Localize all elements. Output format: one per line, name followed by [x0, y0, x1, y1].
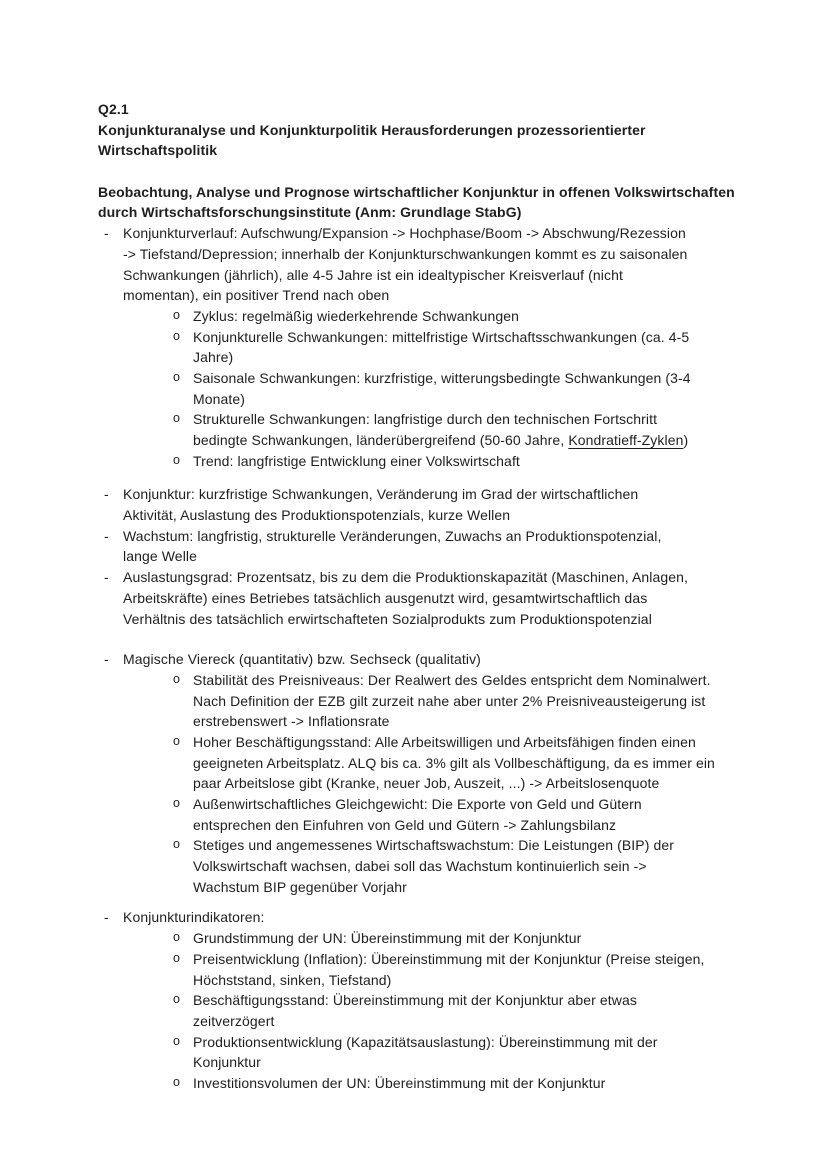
list-item-line: Konjunktur: kurzfristige Schwankungen, Veränderung im Grad der wirtschaftlichen: [123, 486, 639, 503]
list-item-line: Stetiges und angemessenes Wirtschaftswachstum: Die Leistungen (BIP) der: [193, 837, 674, 854]
circle-bullet-marker: o: [173, 930, 181, 945]
dash-bullet-marker: -: [104, 527, 109, 544]
list-item-magische-viereck: [98, 649, 778, 670]
list-item-line: Auslastungsgrad: Prozentsatz, bis zu dem die Produktionskapazität (Maschinen, Anlagen,: [123, 569, 689, 586]
list-item-line: Trend: langfristige Entwicklung einer Volkswirtschaft: [193, 452, 520, 469]
title-line: Wirtschaftspolitik: [98, 142, 218, 159]
list-item-stabilitaet-preisniveau: [98, 670, 778, 732]
list-item-line: Konjunkturindikatoren:: [123, 909, 265, 926]
list-item-line: Verhältnis des tatsächlich erwirtschafteten Sozialprodukts zum Produktionspotenzial: [123, 610, 652, 627]
list-item-strukturelle-schwankungen: [98, 409, 778, 450]
list-item-stetiges-wachstum: [98, 835, 778, 897]
text-segment: ): [683, 432, 689, 448]
document-title: [98, 99, 778, 161]
list-item-line: Höchststand, sinken, Tiefstand): [193, 971, 392, 988]
section-heading-line: durch Wirtschaftsforschungsinstitute (Anm: Grundlage StabG): [98, 204, 522, 221]
doc-id: Q2.1: [98, 101, 129, 117]
list-item-line: Wachstum BIP gegenüber Vorjahr: [193, 878, 407, 895]
list-item-line: Volkswirtschaft wachsen, dabei soll das Wachstum kontinuierlich sein ->: [193, 858, 647, 875]
list-item-line: Konjunkturelle Schwankungen: mittelfristige Wirtschaftsschwankungen (ca. 4-5: [193, 328, 690, 345]
section-heading: [98, 182, 778, 223]
list-item-line: Arbeitskräfte) eines Betriebes tatsächlich ausgenutzt wird, gesamtwirtschaftlich das: [123, 589, 648, 606]
circle-bullet-marker: o: [173, 1074, 181, 1089]
spacer: [98, 629, 778, 649]
list-item-grundstimmung: [98, 928, 778, 949]
spacer: [98, 897, 778, 907]
section-heading-line: Beobachtung, Analyse und Prognose wirtschaftlicher Konjunktur in offenen Volkswirtschaften: [98, 183, 735, 200]
list-item-line: zeitverzögert: [193, 1012, 275, 1029]
list-item-line: Beschäftigungsstand: Übereinstimmung mit der Konjunktur aber etwas: [193, 992, 637, 1009]
list-item-beschaeftigungsstand: [98, 990, 778, 1031]
list-item-line: lange Welle: [123, 548, 197, 565]
list-item-zyklus: [98, 306, 778, 327]
dash-bullet-marker: -: [104, 909, 109, 926]
list-item-line: paar Arbeitslose gibt (Kranke, neuer Job, Auszeit, ...) -> Arbeitslosenquote: [193, 775, 660, 792]
list-item-trend: [98, 451, 778, 472]
list-item-line: Investitionsvolumen der UN: Übereinstimmung mit der Konjunktur: [193, 1074, 606, 1091]
circle-bullet-marker: o: [173, 837, 181, 852]
list-item-line: Monate): [193, 390, 246, 407]
text-segment: bedingte Schwankungen, länderübergreifend (50-60 Jahre,: [193, 432, 569, 448]
list-item-line: Schwankungen (jährlich), alle 4-5 Jahre ist ein idealtypischer Kreisverlauf (nicht: [123, 266, 623, 283]
list-item-aussenwirtschaftliches-gleichgewicht: [98, 794, 778, 835]
list-item-line: Stabilität des Preisniveaus: Der Realwert des Geldes entspricht dem Nominalwert.: [193, 671, 711, 688]
circle-bullet-marker: o: [173, 733, 181, 748]
list-item-line: Grundstimmung der UN: Übereinstimmung mit der Konjunktur: [193, 930, 582, 947]
list-item-konjunkturelle-schwankungen: [98, 327, 778, 368]
list-item-line: Produktionsentwicklung (Kapazitätsauslastung): Übereinstimmung mit der: [193, 1033, 658, 1050]
list-item-line: entsprechen den Einfuhren von Geld und Gütern -> Zahlungsbilanz: [193, 816, 617, 833]
circle-bullet-marker: o: [173, 671, 181, 686]
list-item-konjunkturverlauf: [98, 223, 778, 306]
list-item-hoher-beschaeftigungsstand: [98, 732, 778, 794]
circle-bullet-marker: o: [173, 950, 181, 965]
document-body: [98, 99, 778, 1094]
circle-bullet-marker: o: [173, 796, 181, 810]
list-item-line: -> Tiefstand/Depression; innerhalb der Konjunkturschwankungen kommt es zu saisonalen: [123, 245, 688, 262]
circle-bullet-marker: o: [173, 1033, 181, 1048]
spacer: [98, 471, 778, 484]
list-item-line: Konjunkturverlauf: Aufschwung/Expansion -> Hochphase/Boom -> Abschwung/Rezession: [123, 225, 686, 242]
list-item-konjunkturindikatoren: [98, 907, 778, 928]
dash-bullet-marker: -: [104, 225, 109, 242]
underlined-term: Kondratieff-Zyklen: [568, 432, 684, 448]
list-item-auslastungsgrad: [98, 567, 778, 629]
list-item-wachstum: [98, 526, 778, 567]
list-item-line: Strukturelle Schwankungen: langfristige durch den technischen Fortschritt: [193, 411, 658, 428]
list-item-line: Aktivität, Auslastung des Produktionspotenzials, kurze Wellen: [123, 507, 511, 524]
spacer: [98, 161, 778, 182]
list-item-line: geeigneten Arbeitsplatz. ALQ bis ca. 3% gilt als Vollbeschäftigung, da es immer ein: [193, 754, 715, 771]
dash-bullet-marker: -: [104, 486, 109, 503]
list-item-line: Magische Viereck (quantitativ) bzw. Sechseck (qualitativ): [123, 651, 481, 668]
circle-bullet-marker: o: [173, 992, 181, 1007]
list-item-line: Zyklus: regelmäßig wiederkehrende Schwankungen: [193, 307, 519, 324]
circle-bullet-marker: o: [173, 452, 181, 467]
circle-bullet-marker: o: [173, 328, 181, 343]
list-item-line: [98, 430, 778, 451]
list-item-preisentwicklung: [98, 949, 778, 990]
list-item-line: Konjunktur: [193, 1054, 261, 1071]
list-item-produktionsentwicklung: [98, 1032, 778, 1073]
list-item-saisonale-schwankungen: [98, 368, 778, 409]
list-item-line: Wachstum: langfristig, strukturelle Veränderungen, Zuwachs an Produktionspotenzial,: [123, 527, 662, 544]
dash-bullet-marker: -: [104, 651, 109, 668]
title-line: Konjunkturanalyse und Konjunkturpolitik Herausforderungen prozessorientierter: [98, 121, 646, 138]
list-item-line: Saisonale Schwankungen: kurzfristige, witterungsbedingte Schwankungen (3-4: [193, 369, 691, 386]
list-item-investitionsvolumen: [98, 1073, 778, 1094]
list-item-line: momentan), ein positiver Trend nach oben: [123, 287, 390, 304]
circle-bullet-marker: o: [173, 307, 181, 322]
list-item-line: Jahre): [193, 349, 234, 366]
list-item-line: Hoher Beschäftigungsstand: Alle Arbeitswilligen und Arbeitsfähigen finden einen: [193, 733, 696, 750]
circle-bullet-marker: o: [173, 369, 181, 384]
list-item-line: Nach Definition der EZB gilt zurzeit nahe aber unter 2% Preisniveausteigerung ist: [193, 692, 706, 709]
list-item-line: Preisentwicklung (Inflation): Übereinstimmung mit der Konjunktur (Preise steigen,: [193, 950, 705, 967]
list-item-line: Außenwirtschaftliches Gleichgewicht: Die Exporte von Geld und Gütern: [193, 796, 642, 812]
circle-bullet-marker: o: [173, 411, 181, 426]
list-item-konjunktur: [98, 484, 778, 525]
dash-bullet-marker: -: [104, 569, 109, 586]
list-item-line: erstrebenswert -> Inflationsrate: [193, 713, 390, 730]
